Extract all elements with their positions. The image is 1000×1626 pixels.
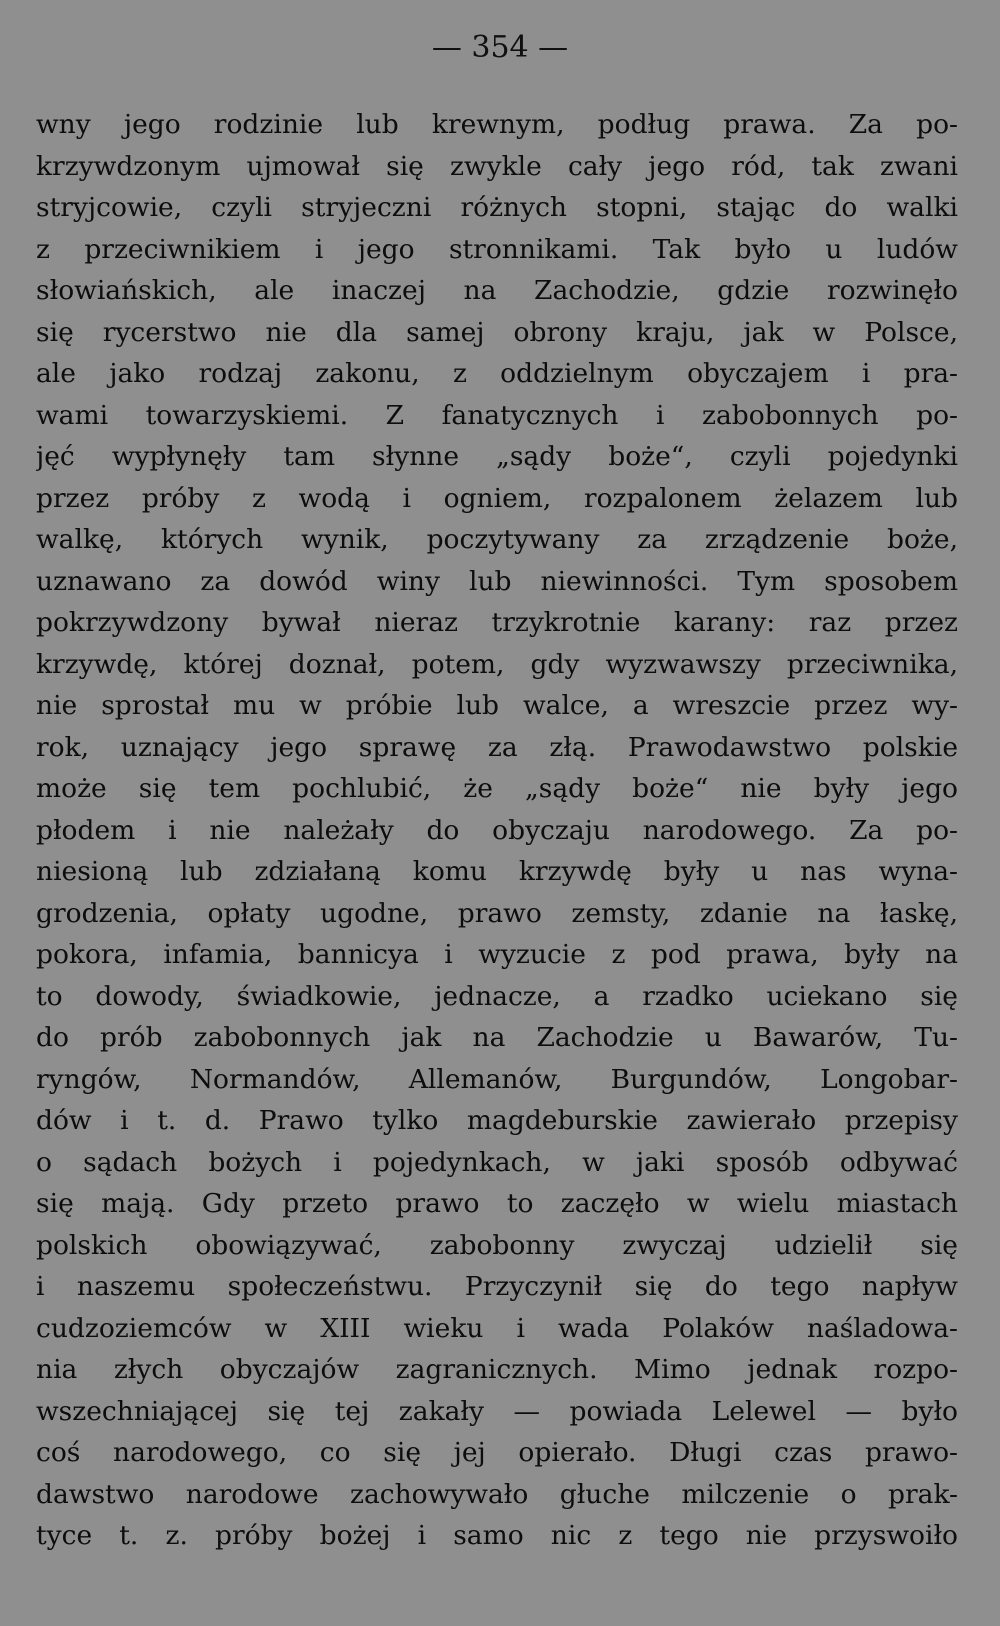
text-line: krzywdę, której doznał, potem, gdy wyzwawszy przeciwnika, — [36, 648, 958, 680]
text-line: wny jego rodzinie lub krewnym, podług prawa. Za po- — [36, 109, 958, 140]
text-line: i naszemu społeczeństwu. Przyczynił się do tego napływ — [36, 1271, 958, 1302]
text-line: do prób zabobonnych jak na Zachodzie u Bawarów, Tu- — [36, 1022, 958, 1053]
text-line: ale jako rodzaj zakonu, z oddzielnym obyczajem i pra- — [36, 358, 958, 389]
text-line: o sądach bożych i pojedynkach, w jaki sposób odbywać — [36, 1146, 958, 1178]
body-text — [36, 104, 958, 1557]
text-line: to dowody, świadkowie, jednacze, a rzadko uciekano się — [36, 980, 958, 1012]
text-line: krzywdzonym ujmował się zwykle cały jego ród, tak zwani — [36, 150, 958, 182]
text-line: może się tem pochlubić, że „sądy boże“ nie były jego — [36, 773, 958, 804]
text-line: nie sprostał mu w próbie lub walce, a wreszcie przez wy- — [36, 690, 958, 721]
text-line: polskich obowiązywać, zabobonny zwyczaj udzielił się — [36, 1229, 958, 1261]
text-line: wami towarzyskiemi. Z fanatycznych i zabobonnych po- — [36, 399, 958, 431]
text-line: tyce t. z. próby bożej i samo nic z tego nie przyswoiło — [36, 1520, 958, 1551]
text-line: grodzenia, opłaty ugodne, prawo zemsty, zdanie na łaskę, — [36, 897, 958, 929]
text-line: cudzoziemców w XIII wieku i wada Polaków naśladowa- — [36, 1312, 958, 1344]
text-line: wszechniającej się tej zakały — powiada Lelewel — było — [36, 1395, 958, 1427]
text-line: nia złych obyczajów zagranicznych. Mimo jednak rozpo- — [36, 1354, 958, 1385]
text-line: niesioną lub zdziałaną komu krzywdę były u nas wyna- — [36, 856, 958, 887]
text-line: dawstwo narodowe zachowywało głuche milczenie o prak- — [36, 1478, 958, 1510]
page-number: — 354 — — [431, 30, 569, 65]
text-line: słowiańskich, ale inaczej na Zachodzie, gdzie rozwinęło — [36, 275, 958, 306]
text-line: uznawano za dowód winy lub niewinności. Tym sposobem — [36, 565, 958, 597]
text-line: walkę, których wynik, poczytywany za zrządzenie boże, — [36, 524, 958, 555]
text-line: się rycerstwo nie dla samej obrony kraju, jak w Polsce, — [36, 316, 958, 348]
text-line: dów i t. d. Prawo tylko magdeburskie zawierało przepisy — [36, 1105, 958, 1136]
text-line: pokrzywdzony bywał nieraz trzykrotnie karany: raz przez — [36, 607, 958, 638]
text-line: pokora, infamia, bannicya i wyzucie z pod prawa, były na — [36, 939, 958, 970]
text-line: coś narodowego, co się jej opierało. Długi czas prawo- — [36, 1437, 958, 1468]
text-line: przez próby z wodą i ogniem, rozpalonem żelazem lub — [36, 482, 958, 514]
text-line: z przeciwnikiem i jego stronnikami. Tak było u ludów — [36, 233, 958, 265]
text-line: jęć wypłynęły tam słynne „sądy boże“, czyli pojedynki — [36, 441, 958, 472]
text-line: rok, uznający jego sprawę za złą. Prawodawstwo polskie — [36, 731, 958, 763]
text-line: stryjcowie, czyli stryjeczni różnych stopni, stając do walki — [36, 192, 958, 223]
text-line: się mają. Gdy przeto prawo to zaczęło w wielu miastach — [36, 1188, 958, 1219]
text-line: ryngów, Normandów, Allemanów, Burgundów, Longobar- — [36, 1063, 958, 1095]
text-line: płodem i nie należały do obyczaju narodowego. Za po- — [36, 814, 958, 846]
